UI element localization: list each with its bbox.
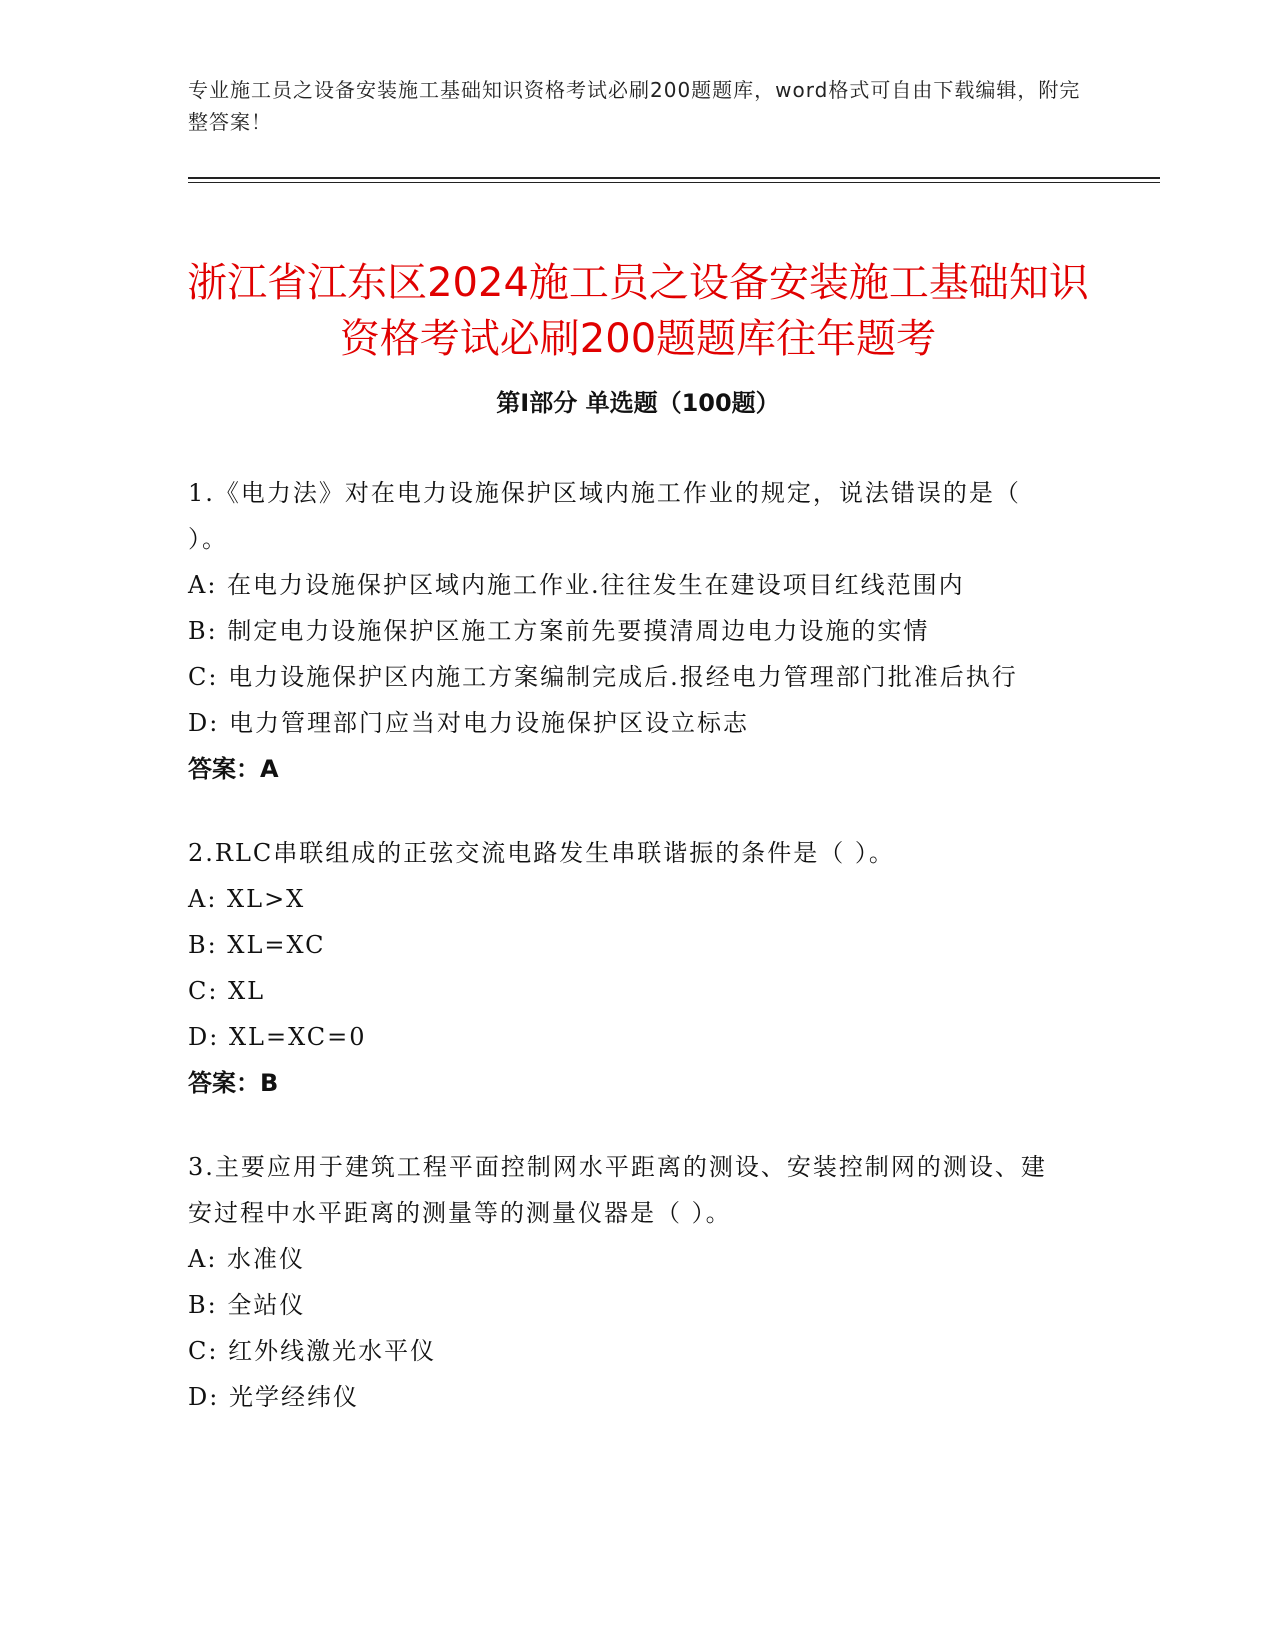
question-list [188,470,1068,1458]
answer: 答案：B [188,1069,279,1097]
header-rule-thin [188,182,1160,183]
question-stem: 3.主要应用于建筑工程平面控制网水平距离的测设、安装控制网的测设、建安过程中水平距离的测量等的测量仪器是（ ）。 [188,1153,1047,1227]
option-a: A: 水准仪 [188,1245,306,1273]
option-d: D: XL=XC=0 [188,1023,367,1051]
option-c: C: XL [188,977,266,1005]
option-a: A: 在电力设施保护区域内施工作业.往往发生在建设项目红线范围内 [188,571,965,599]
option-a: A: XL>X [188,885,306,913]
option-d: D: 电力管理部门应当对电力设施保护区设立标志 [188,709,749,737]
document-title: 浙江省江东区2024施工员之设备安装施工基础知识资格考试必刷200题题库往年题考 [187,259,1089,362]
option-b: B: XL=XC [188,931,326,959]
question-stem: 2.RLC串联组成的正弦交流电路发生串联谐振的条件是（ ）。 [188,839,895,867]
option-c: C: 电力设施保护区内施工方案编制完成后.报经电力管理部门批准后执行 [188,663,1018,691]
option-b: B: 制定电力设施保护区施工方案前先要摸清周边电力设施的实情 [188,617,930,645]
question-3 [188,1144,1068,1420]
answer: 答案：A [188,755,279,783]
question-stem: 1.《电力法》对在电力设施保护区域内施工作业的规定，说法错误的是（ ）。 [188,479,1021,553]
section-title: 第Ⅰ部分 单选题（100题） [496,389,780,417]
question-2 [188,830,1068,1106]
question-1 [188,470,1068,792]
header-note: 专业施工员之设备安装施工基础知识资格考试必刷200题题库，word格式可自由下载编辑，附完整答案！ [188,78,1081,134]
header-rule-thick [188,177,1160,179]
option-b: B: 全站仪 [188,1291,306,1319]
option-d: D: 光学经纬仪 [188,1383,359,1411]
option-c: C: 红外线激光水平仪 [188,1337,437,1365]
